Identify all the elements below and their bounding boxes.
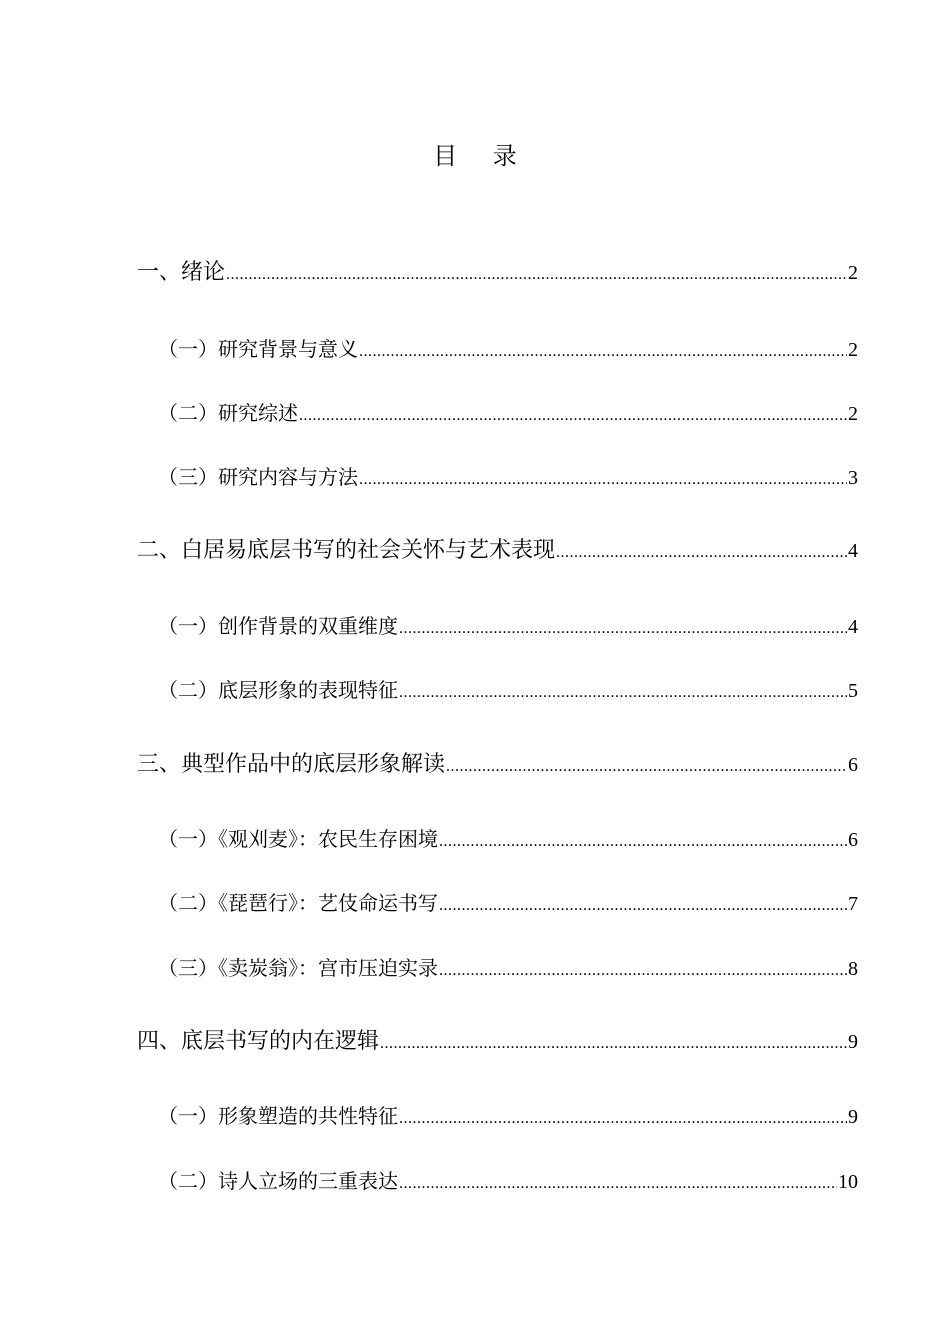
toc-leader-dots [439, 890, 847, 922]
toc-leader-dots [380, 1028, 847, 1060]
toc-entry-section-2-1[interactable] [158, 610, 858, 642]
toc-entry-label: （二）研究综述 [158, 401, 298, 425]
toc-leader-dots [226, 259, 847, 291]
toc-entry-chapter-3[interactable] [137, 749, 858, 781]
toc-leader-dots [439, 955, 847, 987]
toc-entry-label: 二、白居易底层书写的社会关怀与艺术表现 [137, 538, 556, 563]
toc-entry-section-1-3[interactable] [158, 461, 858, 493]
toc-entry-section-3-2[interactable] [158, 887, 858, 919]
toc-entry-label: （三）《卖炭翁》：宫市压迫实录 [158, 956, 438, 980]
toc-page-number: 4 [848, 540, 858, 562]
toc-entry-label: （二）诗人立场的三重表达 [158, 1169, 398, 1193]
toc-leader-dots [299, 400, 847, 432]
toc-entry-label: 四、底层书写的内在逻辑 [137, 1029, 380, 1054]
toc-page-number: 7 [848, 893, 858, 915]
toc-entry-chapter-2[interactable] [137, 535, 858, 567]
toc-leader-dots [556, 537, 847, 569]
toc-leader-dots [399, 1168, 837, 1200]
toc-entry-label: （一）形象塑造的共性特征 [158, 1104, 398, 1128]
toc-leader-dots [439, 826, 847, 858]
toc-leader-dots [399, 677, 847, 709]
toc-leader-dots [359, 336, 847, 368]
toc-entry-section-3-1[interactable] [158, 823, 858, 855]
toc-page-number: 2 [848, 262, 858, 284]
toc-entry-label: 一、绪论 [137, 260, 226, 285]
toc-entry-label: （二）《琵琶行》：艺伎命运书写 [158, 891, 438, 915]
toc-entry-section-4-2[interactable] [158, 1165, 858, 1197]
toc-leader-dots [446, 751, 847, 783]
toc-leader-dots [399, 1103, 847, 1135]
toc-page-number: 10 [838, 1171, 858, 1193]
toc-entry-label: 三、典型作品中的底层形象解读 [137, 752, 446, 777]
toc-page-number: 5 [848, 680, 858, 702]
toc-page-number: 2 [848, 339, 858, 361]
toc-entry-label: （三）研究内容与方法 [158, 465, 358, 489]
toc-entry-section-1-1[interactable] [158, 333, 858, 365]
page-title: 目 录 [433, 142, 531, 170]
toc-entry-section-1-2[interactable] [158, 397, 858, 429]
toc-entry-section-2-2[interactable] [158, 674, 858, 706]
toc-leader-dots [359, 464, 847, 496]
toc-page-number: 3 [848, 467, 858, 489]
toc-page-number: 2 [848, 403, 858, 425]
toc-page-number: 6 [848, 829, 858, 851]
toc-entry-chapter-4[interactable] [137, 1026, 858, 1058]
toc-entry-chapter-1[interactable] [137, 257, 858, 289]
toc-entry-section-4-1[interactable] [158, 1100, 858, 1132]
toc-entry-label: （一）《观刈麦》：农民生存困境 [158, 827, 438, 851]
toc-page-number: 6 [848, 754, 858, 776]
toc-leader-dots [399, 613, 847, 645]
toc-entry-label: （一）研究背景与意义 [158, 337, 358, 361]
toc-entry-label: （二）底层形象的表现特征 [158, 678, 398, 702]
toc-page-number: 8 [848, 958, 858, 980]
toc-page-number: 9 [848, 1106, 858, 1128]
toc-page-number: 9 [848, 1031, 858, 1053]
toc-entry-label: （一）创作背景的双重维度 [158, 614, 398, 638]
toc-entry-section-3-3[interactable] [158, 952, 858, 984]
toc-page-number: 4 [848, 616, 858, 638]
